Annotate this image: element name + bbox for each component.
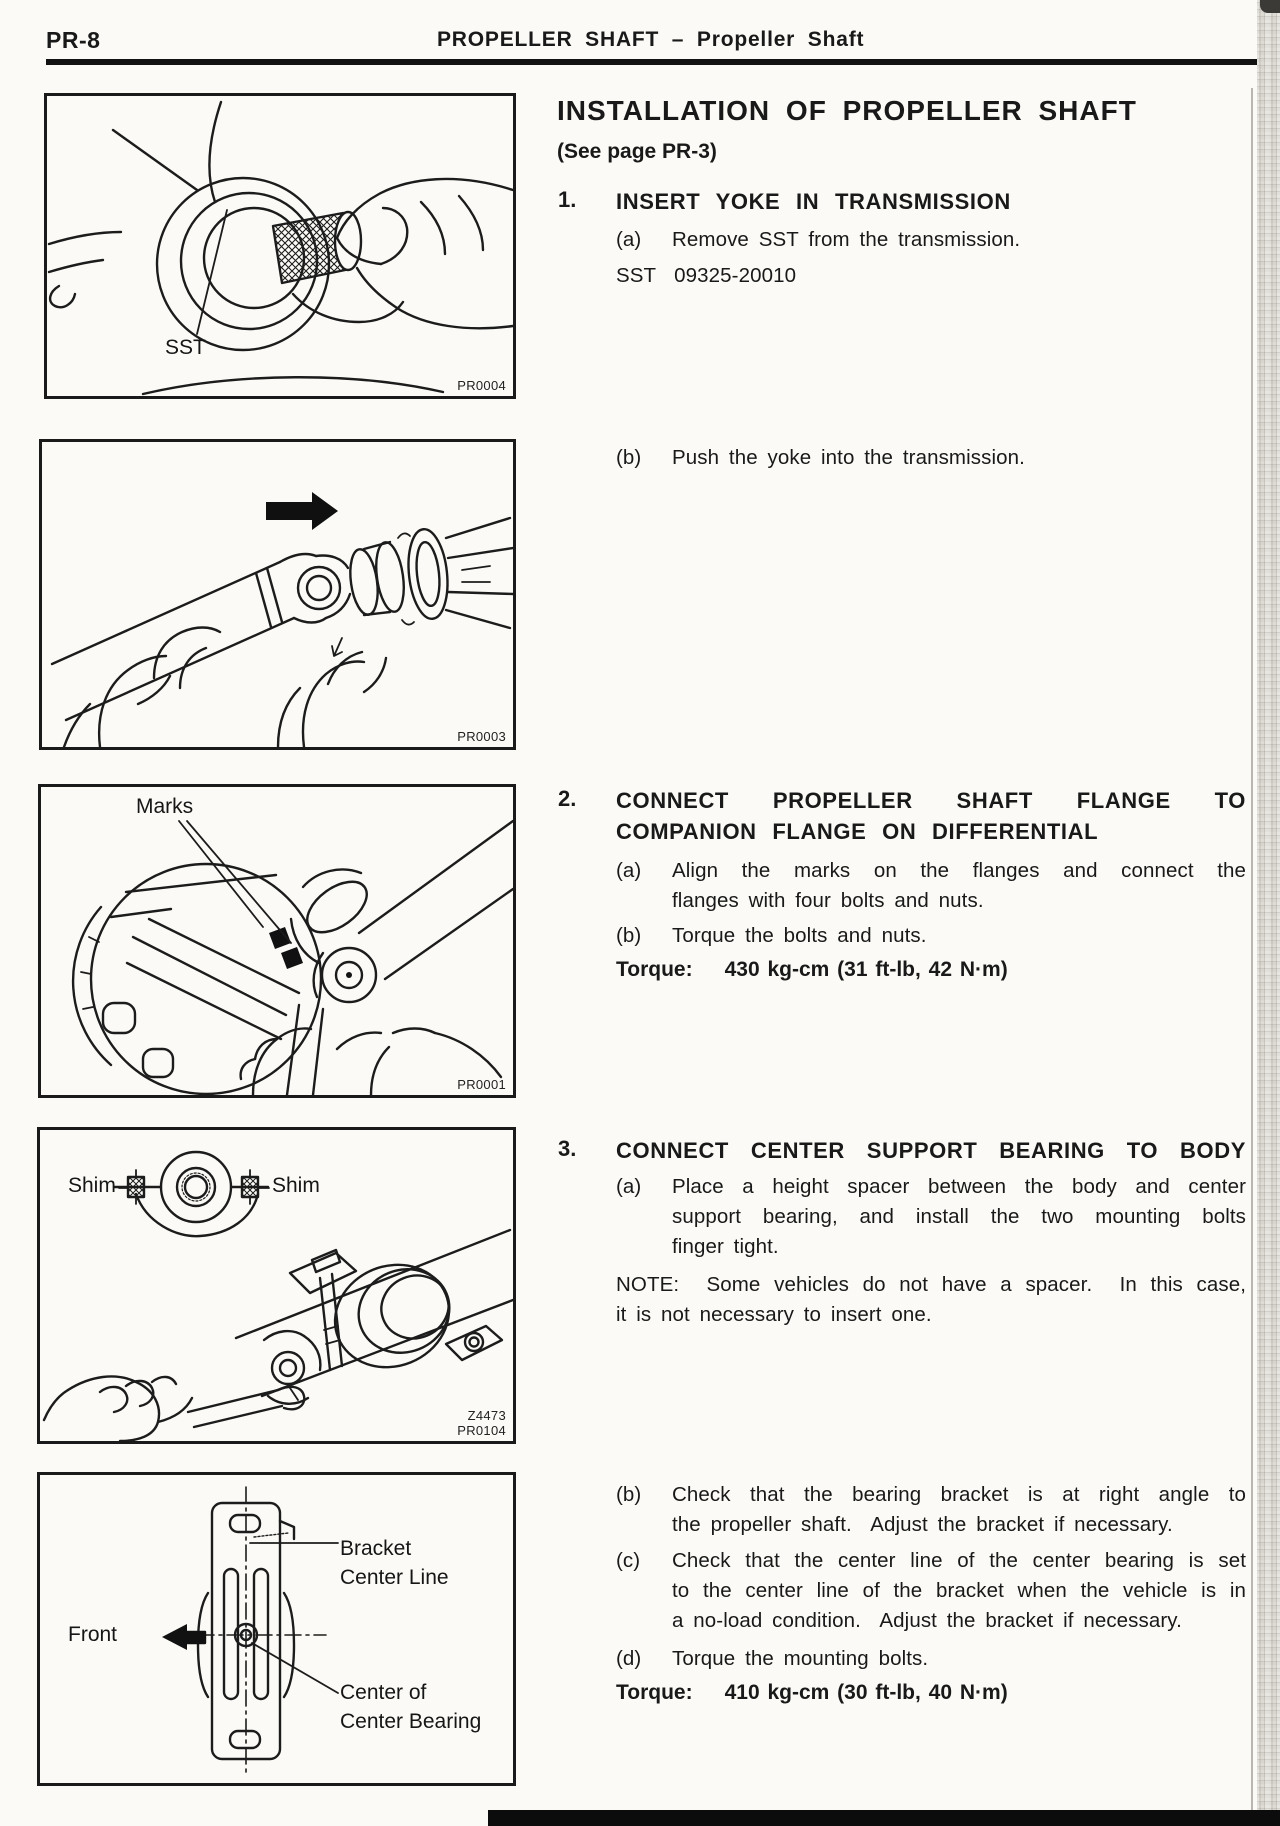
figure-center-support-bearing (37, 1127, 516, 1444)
bracket-center-line-label-2: Center Line (340, 1566, 449, 1589)
figure-remove-sst (44, 93, 516, 399)
step-2b-label: (b) (616, 924, 642, 947)
step-3-torque-spec (616, 1681, 1008, 1705)
step-3c-text: Check that the center line of the center bearing is set to the center line of the bracket when the vehicle is in a no-load condition. Adjust the bracket if necessary. (672, 1549, 1246, 1632)
step-3-heading: CONNECT CENTER SUPPORT BEARING TO BODY (616, 1138, 1246, 1163)
transmission-sst-illustration (47, 96, 513, 396)
step-3b-label: (b) (616, 1483, 642, 1506)
torque-label: Torque: (616, 1681, 693, 1704)
bracket-center-line-label-1: Bracket (340, 1537, 412, 1560)
flange-marks-illustration (41, 787, 513, 1095)
step-1-number: 1. (558, 187, 577, 212)
step-2-heading: CONNECT PROPELLER SHAFT FLANGE TO COMPANION FLANGE ON DIFFERENTIAL (616, 788, 1246, 844)
page-number: PR-8 (46, 27, 101, 53)
step-3d-text: Torque the mounting bolts. (672, 1647, 929, 1670)
center-of-center-bearing-label-2: Center Bearing (340, 1710, 482, 1733)
alignment-mark (281, 947, 303, 969)
step-1b-text: Push the yoke into the transmission. (672, 446, 1025, 469)
front-arrow-tail (187, 1632, 205, 1643)
scanned-corner-shadow (1260, 0, 1280, 13)
sst-part-number: 09325-20010 (674, 264, 797, 287)
step-2-torque-spec (616, 958, 1008, 982)
propeller-shaft-push-illustration (42, 442, 513, 747)
scan-bottom-shadow (488, 1810, 1280, 1826)
step-3-number: 3. (558, 1136, 577, 1161)
step-1a-text: Remove SST from the transmission. (672, 228, 1021, 251)
figure-align-marks (38, 784, 516, 1098)
step-2b-text: Torque the bolts and nuts. (672, 924, 927, 947)
sst-callout-label: SST (165, 336, 206, 359)
page-title: INSTALLATION OF PROPELLER SHAFT (557, 95, 1137, 126)
step-3d-label: (d) (616, 1647, 642, 1670)
figure-code-line2: PR0104 (457, 1423, 506, 1438)
see-page-reference: (See page PR-3) (557, 140, 717, 163)
figure-code: PR0001 (457, 1077, 506, 1092)
sst-line (616, 261, 796, 291)
sst-label: SST (616, 264, 657, 287)
step-3c-label: (c) (616, 1549, 641, 1572)
front-arrow-icon (162, 1624, 187, 1650)
page-edge-line (1251, 88, 1253, 1826)
header-rule (46, 59, 1257, 65)
step-1b-label: (b) (616, 446, 642, 469)
step-3a-label: (a) (616, 1175, 642, 1198)
marks-callout-label: Marks (136, 795, 194, 818)
torque-value: 410 kg-cm (30 ft-lb, 40 N·m) (724, 1681, 1008, 1704)
figure-code: PR0003 (457, 729, 506, 744)
torque-label: Torque: (616, 958, 693, 981)
front-callout-label: Front (68, 1623, 118, 1646)
step-2a-text: Align the marks on the flanges and connect the flanges with four bolts and nuts. (672, 859, 1246, 912)
figure-code: PR0004 (457, 378, 506, 393)
shim-left-callout-label: Shim (68, 1174, 116, 1197)
step-1-heading: INSERT YOKE IN TRANSMISSION (616, 189, 1011, 214)
figure-push-yoke (39, 439, 516, 750)
step-1a-label: (a) (616, 228, 642, 251)
scanned-page-edge (1257, 0, 1280, 1826)
header-title: PROPELLER SHAFT – Propeller Shaft (437, 28, 865, 51)
shim-right-callout-label: Shim (272, 1174, 320, 1197)
step-3a-text: Place a height spacer between the body and center support bearing, and install the two mounting bolts finger tight. (672, 1175, 1246, 1258)
torque-value: 430 kg-cm (31 ft-lb, 42 N·m) (724, 958, 1008, 981)
step-2a-label: (a) (616, 859, 642, 882)
figure-bracket-center-line (37, 1472, 516, 1786)
step-2-number: 2. (558, 786, 577, 811)
center-of-center-bearing-label-1: Center of (340, 1681, 427, 1704)
figure-code-line1: Z4473 (467, 1408, 506, 1423)
direction-arrow-icon (266, 492, 338, 530)
step-3-note: NOTE: Some vehicles do not have a spacer. In this case, it is not necessary to insert one. (616, 1273, 1246, 1326)
figure-code (457, 1408, 506, 1438)
step-3b-text: Check that the bearing bracket is at right angle to the propeller shaft. Adjust the bracket if necessary. (672, 1483, 1246, 1536)
